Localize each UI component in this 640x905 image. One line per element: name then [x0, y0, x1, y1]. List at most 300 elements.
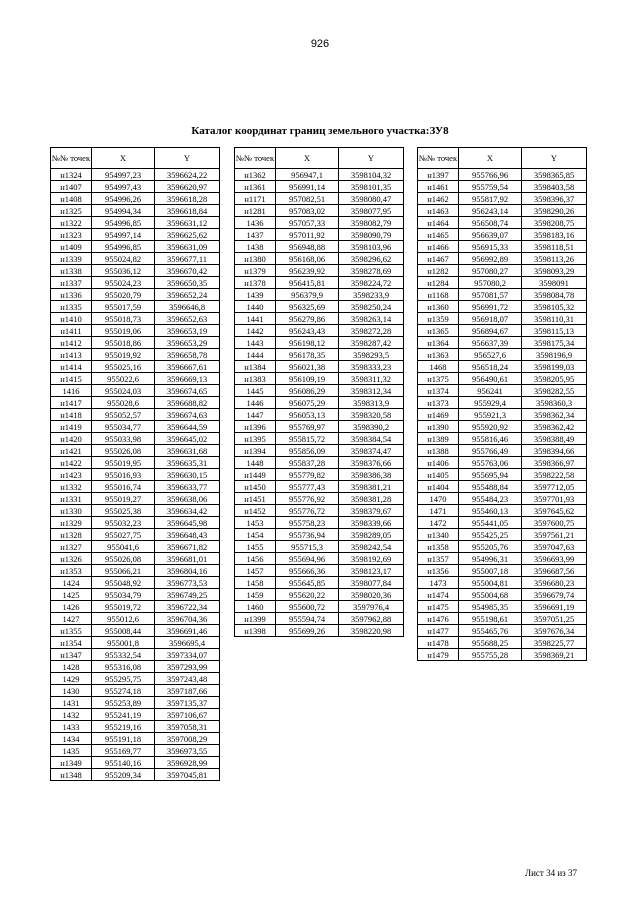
table-row: [235, 181, 404, 193]
y-coordinate-cell: 3598101,35: [339, 181, 404, 193]
point-number-cell: 1453: [235, 517, 276, 529]
y-coordinate-cell: 3597712,05: [522, 481, 587, 493]
point-number-cell: н1412: [51, 337, 92, 349]
point-number-cell: н1328: [51, 529, 92, 541]
point-number-cell: н1449: [235, 469, 276, 481]
table-row: [418, 169, 587, 181]
table-row: [51, 229, 220, 241]
point-number-cell: н1405: [418, 469, 459, 481]
table-row: [235, 349, 404, 361]
table-row: [235, 337, 404, 349]
point-number-cell: н1348: [51, 769, 92, 781]
x-coordinate-cell: 955699,26: [276, 625, 339, 637]
point-number-cell: н1354: [51, 637, 92, 649]
x-coordinate-cell: 956241: [459, 385, 522, 397]
point-number-cell: н1374: [418, 385, 459, 397]
y-coordinate-cell: 3596671,82: [155, 541, 220, 553]
y-coordinate-cell: 3598199,03: [522, 361, 587, 373]
x-coordinate-cell: 956894,67: [459, 325, 522, 337]
y-coordinate-cell: 3598222,58: [522, 469, 587, 481]
y-coordinate-cell: 3598208,75: [522, 217, 587, 229]
table-row: [51, 577, 220, 589]
x-coordinate-cell: 956991,72: [459, 301, 522, 313]
y-coordinate-cell: 3598296,62: [339, 253, 404, 265]
x-coordinate-cell: 955066,21: [92, 565, 155, 577]
table-row: [235, 277, 404, 289]
table-row: [235, 529, 404, 541]
x-coordinate-cell: 955052,57: [92, 409, 155, 421]
header-y: Y: [522, 148, 587, 169]
x-coordinate-cell: 955205,76: [459, 541, 522, 553]
header-point: №№ точек: [235, 148, 276, 169]
point-number-cell: н1417: [51, 397, 92, 409]
x-coordinate-cell: 956279,86: [276, 313, 339, 325]
x-coordinate-cell: 956490,61: [459, 373, 522, 385]
table-row: [51, 745, 220, 757]
table-row: [418, 301, 587, 313]
table-row: [51, 265, 220, 277]
point-number-cell: н1461: [418, 181, 459, 193]
x-coordinate-cell: 954997,14: [92, 229, 155, 241]
x-coordinate-cell: 955016,93: [92, 469, 155, 481]
point-number-cell: н1408: [51, 193, 92, 205]
y-coordinate-cell: 3598084,78: [522, 289, 587, 301]
table-row: [418, 241, 587, 253]
x-coordinate-cell: 955020,79: [92, 289, 155, 301]
point-number-cell: н1357: [418, 553, 459, 565]
x-coordinate-cell: 956518,24: [459, 361, 522, 373]
y-coordinate-cell: 3597047,63: [522, 541, 587, 553]
point-number-cell: 1432: [51, 709, 92, 721]
x-coordinate-cell: 955816,46: [459, 433, 522, 445]
y-coordinate-cell: 3598225,77: [522, 637, 587, 649]
table-row: [418, 277, 587, 289]
y-coordinate-cell: 3598282,55: [522, 385, 587, 397]
point-number-cell: н1365: [418, 325, 459, 337]
point-number-cell: н1281: [235, 205, 276, 217]
point-number-cell: н1326: [51, 553, 92, 565]
point-number-cell: 1439: [235, 289, 276, 301]
point-number-cell: н1469: [418, 409, 459, 421]
table-row: [51, 205, 220, 217]
table-row: [235, 301, 404, 313]
point-number-cell: 1431: [51, 697, 92, 709]
x-coordinate-cell: 955316,08: [92, 661, 155, 673]
table-row: [51, 445, 220, 457]
x-coordinate-cell: 954997,23: [92, 169, 155, 181]
x-coordinate-cell: 955004,68: [459, 589, 522, 601]
x-coordinate-cell: 955763,06: [459, 457, 522, 469]
y-coordinate-cell: 3598175,34: [522, 337, 587, 349]
table-row: [235, 565, 404, 577]
table-row: [418, 517, 587, 529]
table-row: [235, 397, 404, 409]
y-coordinate-cell: 3597051,25: [522, 613, 587, 625]
y-coordinate-cell: 3596652,24: [155, 289, 220, 301]
x-coordinate-cell: 954985,35: [459, 601, 522, 613]
y-coordinate-cell: 3598365,85: [522, 169, 587, 181]
table-row: [235, 409, 404, 421]
x-coordinate-cell: 955666,36: [276, 565, 339, 577]
table-row: [418, 469, 587, 481]
table-row: [418, 481, 587, 493]
y-coordinate-cell: 3597676,34: [522, 625, 587, 637]
table-row: [418, 229, 587, 241]
table-row: [418, 361, 587, 373]
y-coordinate-cell: 3598104,32: [339, 169, 404, 181]
header-point: №№ точек: [51, 148, 92, 169]
y-coordinate-cell: 3598381,21: [339, 481, 404, 493]
table-row: [235, 601, 404, 613]
table-row: [235, 589, 404, 601]
point-number-cell: н1476: [418, 613, 459, 625]
point-number-cell: н1331: [51, 493, 92, 505]
point-number-cell: н1411: [51, 325, 92, 337]
x-coordinate-cell: 955465,76: [459, 625, 522, 637]
table-row: [418, 217, 587, 229]
y-coordinate-cell: 3598091: [522, 277, 587, 289]
point-number-cell: н1355: [51, 625, 92, 637]
y-coordinate-cell: 3598333,23: [339, 361, 404, 373]
point-number-cell: н1452: [235, 505, 276, 517]
y-coordinate-cell: 3598183,16: [522, 229, 587, 241]
point-number-cell: н1451: [235, 493, 276, 505]
point-number-cell: н1282: [418, 265, 459, 277]
point-number-cell: 1447: [235, 409, 276, 421]
point-number-cell: 1456: [235, 553, 276, 565]
point-number-cell: 1426: [51, 601, 92, 613]
point-number-cell: н1421: [51, 445, 92, 457]
x-coordinate-cell: 955033,98: [92, 433, 155, 445]
point-number-cell: 1435: [51, 745, 92, 757]
table-row: [235, 313, 404, 325]
x-coordinate-cell: 955645,85: [276, 577, 339, 589]
y-coordinate-cell: 3598224,72: [339, 277, 404, 289]
y-coordinate-cell: 3596691,46: [155, 625, 220, 637]
table-row: [51, 301, 220, 313]
x-coordinate-cell: 956527,6: [459, 349, 522, 361]
y-coordinate-cell: 3598263,14: [339, 313, 404, 325]
table-row: [418, 553, 587, 565]
table-row: [235, 421, 404, 433]
y-coordinate-cell: 3598082,79: [339, 217, 404, 229]
x-coordinate-cell: 955594,74: [276, 613, 339, 625]
y-coordinate-cell: 3596687,56: [522, 565, 587, 577]
y-coordinate-cell: 3597187,66: [155, 685, 220, 697]
point-number-cell: н1323: [51, 229, 92, 241]
x-coordinate-cell: 955759,54: [459, 181, 522, 193]
y-coordinate-cell: 3598278,69: [339, 265, 404, 277]
y-coordinate-cell: 3596631,12: [155, 217, 220, 229]
x-coordinate-cell: 956243,14: [459, 205, 522, 217]
point-number-cell: 1473: [418, 577, 459, 589]
table-row: [235, 241, 404, 253]
x-coordinate-cell: 955241,19: [92, 709, 155, 721]
y-coordinate-cell: 3596638,06: [155, 493, 220, 505]
table-row: [235, 517, 404, 529]
y-coordinate-cell: 3598293,5: [339, 349, 404, 361]
table-row: [418, 589, 587, 601]
table-row: [418, 601, 587, 613]
y-coordinate-cell: 3598233,9: [339, 289, 404, 301]
x-coordinate-cell: 955441,05: [459, 517, 522, 529]
point-number-cell: 1472: [418, 517, 459, 529]
table-row: [418, 193, 587, 205]
y-coordinate-cell: 3597561,21: [522, 529, 587, 541]
y-coordinate-cell: 3598090,79: [339, 229, 404, 241]
header-y: Y: [339, 148, 404, 169]
table-row: [235, 205, 404, 217]
y-coordinate-cell: 3596618,84: [155, 205, 220, 217]
x-coordinate-cell: 955817,92: [459, 193, 522, 205]
table-row: [235, 613, 404, 625]
x-coordinate-cell: 955694,96: [276, 553, 339, 565]
y-coordinate-cell: 3598386,38: [339, 469, 404, 481]
point-number-cell: н1422: [51, 457, 92, 469]
table-row: [51, 469, 220, 481]
x-coordinate-cell: 954996,31: [459, 553, 522, 565]
x-coordinate-cell: 955779,82: [276, 469, 339, 481]
point-number-cell: 1437: [235, 229, 276, 241]
point-number-cell: н1359: [418, 313, 459, 325]
y-coordinate-cell: 3598103,96: [339, 241, 404, 253]
table-row: [51, 361, 220, 373]
x-coordinate-cell: 955274,18: [92, 685, 155, 697]
table-row: [51, 721, 220, 733]
y-coordinate-cell: 3596669,13: [155, 373, 220, 385]
point-number-cell: н1462: [418, 193, 459, 205]
table-row: [51, 601, 220, 613]
y-coordinate-cell: 3598311,32: [339, 373, 404, 385]
table-row: [418, 409, 587, 421]
x-coordinate-cell: 955736,94: [276, 529, 339, 541]
point-number-cell: н1414: [51, 361, 92, 373]
x-coordinate-cell: 956992,89: [459, 253, 522, 265]
y-coordinate-cell: 3598320,58: [339, 409, 404, 421]
y-coordinate-cell: 3598113,26: [522, 253, 587, 265]
y-coordinate-cell: 3598080,47: [339, 193, 404, 205]
point-number-cell: н1396: [235, 421, 276, 433]
table-row: [418, 421, 587, 433]
x-coordinate-cell: 955758,23: [276, 517, 339, 529]
point-number-cell: н1332: [51, 481, 92, 493]
table-row: [51, 193, 220, 205]
point-number-cell: н1356: [418, 565, 459, 577]
table-row: [51, 769, 220, 781]
y-coordinate-cell: 3596631,09: [155, 241, 220, 253]
table-row: [418, 385, 587, 397]
x-coordinate-cell: 955425,25: [459, 529, 522, 541]
point-number-cell: н1397: [418, 169, 459, 181]
table-row: [51, 217, 220, 229]
x-coordinate-cell: 954996,85: [92, 241, 155, 253]
y-coordinate-cell: 3596804,16: [155, 565, 220, 577]
y-coordinate-cell: 3598118,51: [522, 241, 587, 253]
x-coordinate-cell: 956168,06: [276, 253, 339, 265]
x-coordinate-cell: 955018,73: [92, 313, 155, 325]
point-number-cell: н1465: [418, 229, 459, 241]
y-coordinate-cell: 3596652,63: [155, 313, 220, 325]
x-coordinate-cell: 956947,1: [276, 169, 339, 181]
y-coordinate-cell: 3596648,43: [155, 529, 220, 541]
table-row: [418, 565, 587, 577]
y-coordinate-cell: 3596667,61: [155, 361, 220, 373]
x-coordinate-cell: 956325,69: [276, 301, 339, 313]
point-number-cell: н1358: [418, 541, 459, 553]
x-coordinate-cell: 956991,14: [276, 181, 339, 193]
y-coordinate-cell: 3598110,31: [522, 313, 587, 325]
header-point: №№ точек: [418, 148, 459, 169]
x-coordinate-cell: 955036,12: [92, 265, 155, 277]
table-row: [235, 385, 404, 397]
point-number-cell: н1464: [418, 217, 459, 229]
table-row: [235, 253, 404, 265]
y-coordinate-cell: 3598362,42: [522, 421, 587, 433]
x-coordinate-cell: 955776,92: [276, 493, 339, 505]
table-row: [235, 553, 404, 565]
table-row: [235, 265, 404, 277]
x-coordinate-cell: 956198,12: [276, 337, 339, 349]
table-row: [418, 325, 587, 337]
x-coordinate-cell: 955026,08: [92, 445, 155, 457]
x-coordinate-cell: 955695,94: [459, 469, 522, 481]
x-coordinate-cell: 955191,18: [92, 733, 155, 745]
x-coordinate-cell: 957080,27: [459, 265, 522, 277]
x-coordinate-cell: 955620,22: [276, 589, 339, 601]
y-coordinate-cell: 3596680,23: [522, 577, 587, 589]
point-number-cell: 1471: [418, 505, 459, 517]
x-coordinate-cell: 955012,6: [92, 613, 155, 625]
point-number-cell: н1419: [51, 421, 92, 433]
x-coordinate-cell: 955034,77: [92, 421, 155, 433]
point-number-cell: н1390: [418, 421, 459, 433]
table-row: [418, 541, 587, 553]
point-number-cell: 1458: [235, 577, 276, 589]
x-coordinate-cell: 954994,34: [92, 205, 155, 217]
y-coordinate-cell: 3596695,4: [155, 637, 220, 649]
y-coordinate-cell: 3596670,42: [155, 265, 220, 277]
point-number-cell: н1466: [418, 241, 459, 253]
y-coordinate-cell: 3596693,99: [522, 553, 587, 565]
point-number-cell: 1433: [51, 721, 92, 733]
x-coordinate-cell: 955017,59: [92, 301, 155, 313]
y-coordinate-cell: 3596928,99: [155, 757, 220, 769]
y-coordinate-cell: 3596620,97: [155, 181, 220, 193]
point-number-cell: 1438: [235, 241, 276, 253]
x-coordinate-cell: 955140,16: [92, 757, 155, 769]
point-number-cell: н1361: [235, 181, 276, 193]
point-number-cell: 1448: [235, 457, 276, 469]
point-number-cell: н1474: [418, 589, 459, 601]
point-number-cell: 1428: [51, 661, 92, 673]
table-row: [235, 493, 404, 505]
table-row: [235, 445, 404, 457]
table-row: [51, 397, 220, 409]
table-row: [51, 313, 220, 325]
point-number-cell: 1427: [51, 613, 92, 625]
x-coordinate-cell: 956021,38: [276, 361, 339, 373]
x-coordinate-cell: 955019,95: [92, 457, 155, 469]
x-coordinate-cell: 957081,57: [459, 289, 522, 301]
x-coordinate-cell: 955007,18: [459, 565, 522, 577]
y-coordinate-cell: 3596618,28: [155, 193, 220, 205]
y-coordinate-cell: 3598077,84: [339, 577, 404, 589]
y-coordinate-cell: 3597334,07: [155, 649, 220, 661]
point-number-cell: н1353: [51, 565, 92, 577]
point-number-cell: н1347: [51, 649, 92, 661]
point-number-cell: н1399: [235, 613, 276, 625]
y-coordinate-cell: 3596722,34: [155, 601, 220, 613]
x-coordinate-cell: 956109,19: [276, 373, 339, 385]
x-coordinate-cell: 956075,29: [276, 397, 339, 409]
x-coordinate-cell: 957083,02: [276, 205, 339, 217]
y-coordinate-cell: 3596634,42: [155, 505, 220, 517]
x-coordinate-cell: 956086,29: [276, 385, 339, 397]
table-row: [418, 433, 587, 445]
table-row: [418, 529, 587, 541]
point-number-cell: 1445: [235, 385, 276, 397]
table-row: [51, 493, 220, 505]
table-row: [51, 637, 220, 649]
point-number-cell: н1404: [418, 481, 459, 493]
y-coordinate-cell: 3596653,29: [155, 337, 220, 349]
x-coordinate-cell: 955027,75: [92, 529, 155, 541]
x-coordinate-cell: 955018,86: [92, 337, 155, 349]
y-coordinate-cell: 3598369,21: [522, 649, 587, 661]
y-coordinate-cell: 3598384,54: [339, 433, 404, 445]
header-x: X: [459, 148, 522, 169]
x-coordinate-cell: 955048,92: [92, 577, 155, 589]
x-coordinate-cell: 956918,07: [459, 313, 522, 325]
y-coordinate-cell: 3597976,4: [339, 601, 404, 613]
y-coordinate-cell: 3598093,29: [522, 265, 587, 277]
x-coordinate-cell: 955488,84: [459, 481, 522, 493]
y-coordinate-cell: 3598290,26: [522, 205, 587, 217]
point-number-cell: н1322: [51, 217, 92, 229]
y-coordinate-cell: 3598390,2: [339, 421, 404, 433]
table-row: [235, 373, 404, 385]
table-row: [51, 565, 220, 577]
point-number-cell: н1329: [51, 517, 92, 529]
point-number-cell: н1475: [418, 601, 459, 613]
table-row: [235, 433, 404, 445]
table-row: [418, 181, 587, 193]
x-coordinate-cell: 957057,33: [276, 217, 339, 229]
point-number-cell: 1416: [51, 385, 92, 397]
y-coordinate-cell: 3598220,98: [339, 625, 404, 637]
x-coordinate-cell: 955815,72: [276, 433, 339, 445]
y-coordinate-cell: 3596973,55: [155, 745, 220, 757]
x-coordinate-cell: 955600,72: [276, 601, 339, 613]
point-number-cell: н1362: [235, 169, 276, 181]
table-row: [51, 649, 220, 661]
x-coordinate-cell: 956239,92: [276, 265, 339, 277]
table-row: [418, 637, 587, 649]
y-coordinate-cell: 3596644,59: [155, 421, 220, 433]
table-row: [51, 325, 220, 337]
y-coordinate-cell: 3596645,98: [155, 517, 220, 529]
x-coordinate-cell: 955198,61: [459, 613, 522, 625]
table-row: [418, 397, 587, 409]
x-coordinate-cell: 956243,43: [276, 325, 339, 337]
table-row: [235, 325, 404, 337]
header-x: X: [92, 148, 155, 169]
x-coordinate-cell: 955856,09: [276, 445, 339, 457]
x-coordinate-cell: 956379,9: [276, 289, 339, 301]
table-row: [51, 253, 220, 265]
table-row: [235, 361, 404, 373]
table-row: [418, 289, 587, 301]
